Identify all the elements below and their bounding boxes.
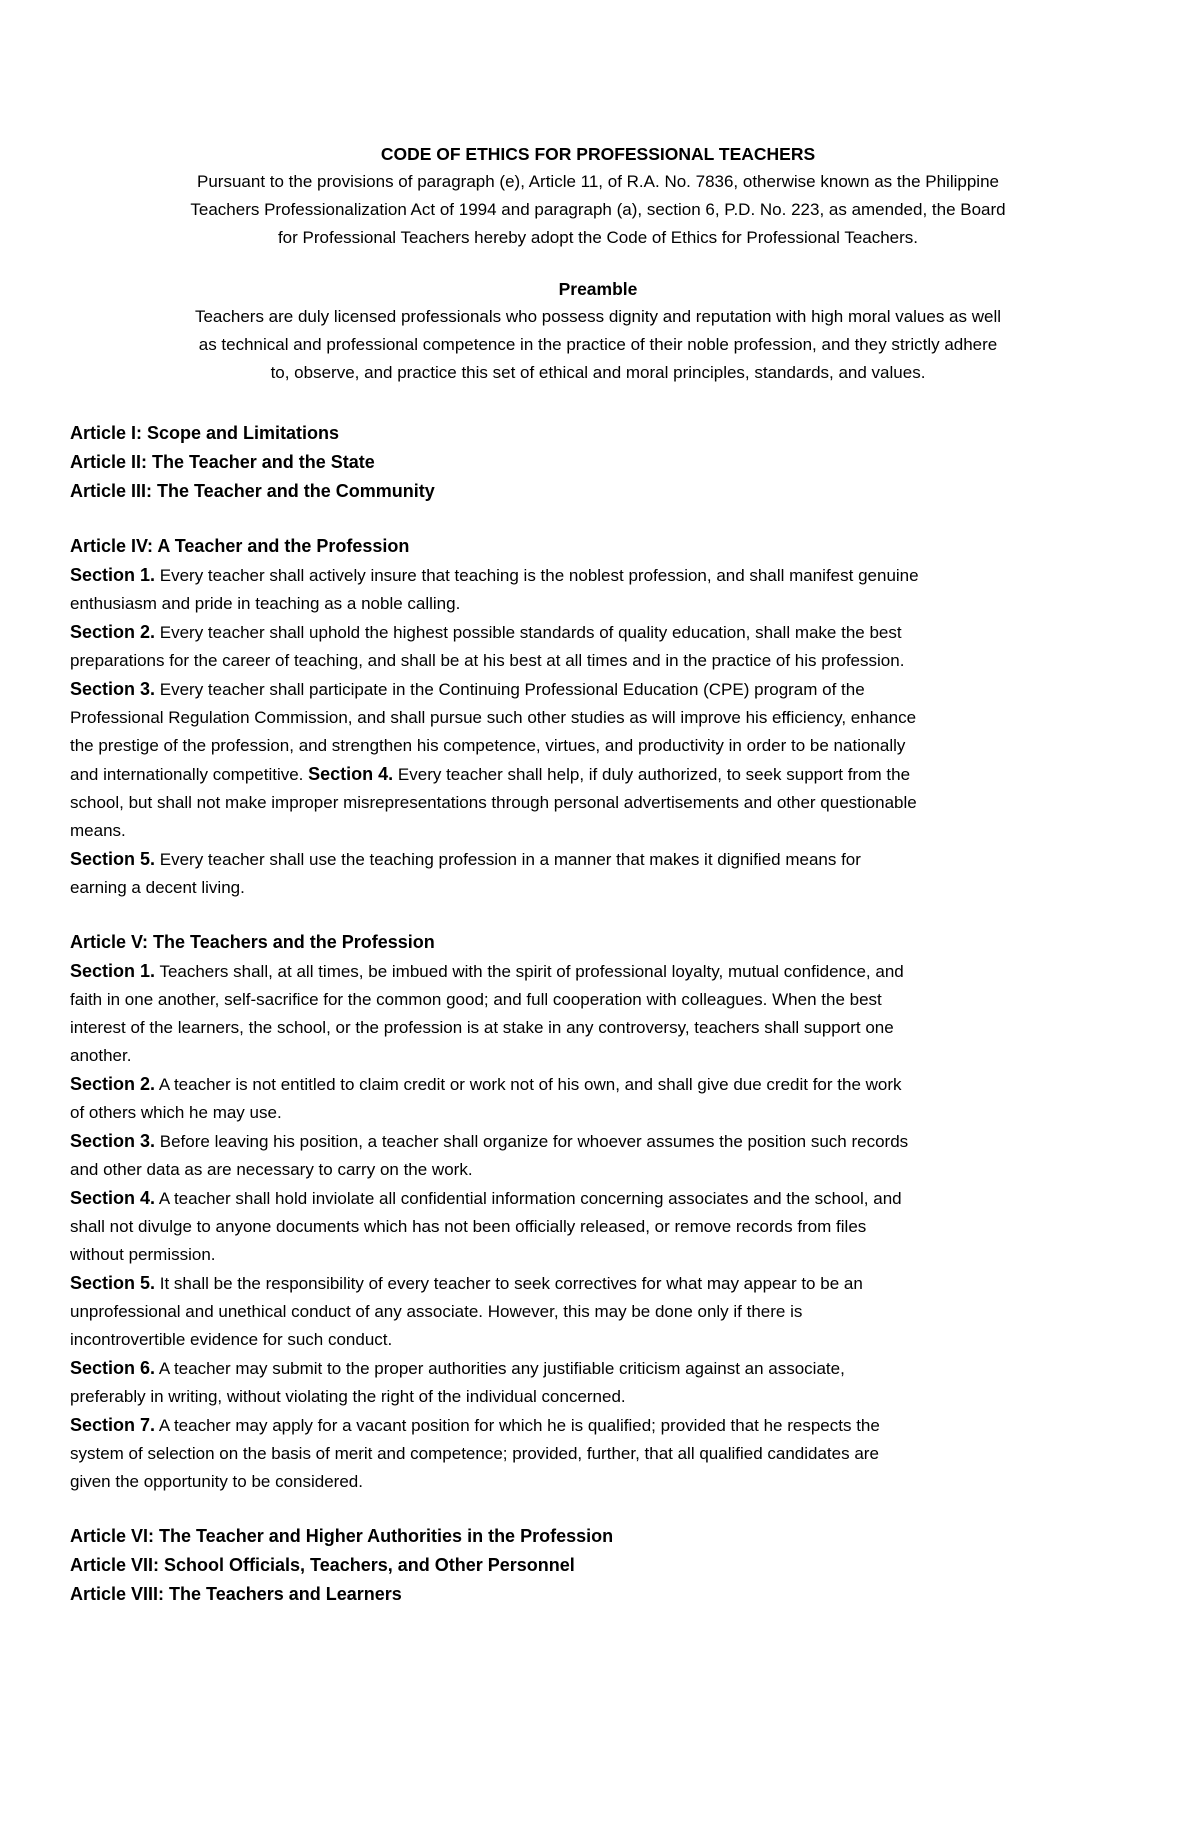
section-text: A teacher may apply for a vacant position for which he is qualified; provided that he respects the system of selection on the basis of merit and competence; provided, further, that all qualified candidates are given the opportunity to be considered.: [70, 1416, 880, 1491]
document-body: [70, 140, 1130, 1609]
section-text: A teacher shall hold inviolate all confidential information concerning associates and the school, and shall not divulge to anyone documents which has not been officially released, or remove records from files without permission.: [70, 1189, 902, 1264]
section-text: A teacher is not entitled to claim credit or work not of his own, and shall give due credit for the work of others which he may use.: [70, 1075, 902, 1122]
article-vi-heading: Article VI: The Teacher and Higher Authorities in the Profession: [70, 1526, 614, 1546]
article-iv-section-1: [70, 561, 920, 618]
section-label: Section 5.: [70, 849, 156, 869]
article-list-top: [70, 419, 1130, 506]
article-v: [70, 928, 1130, 1496]
preamble-heading: Preamble: [558, 279, 638, 299]
section-text: Every teacher shall participate in the Continuing Professional Education (CPE) program of the Professional Regulation Commission, and shall pursue such other studies as will improve his efficiency, enhance the prestige of the profession, and strengthen his competence, virtues, and productivity in order to be nationally and internationally competitive.: [70, 680, 917, 784]
section-label: Section 2.: [70, 622, 156, 642]
section-label: Section 3.: [70, 679, 156, 699]
section-label: Section 6.: [70, 1358, 156, 1378]
article-v-section-1: [70, 957, 920, 1070]
section-text: Every teacher shall actively insure that teaching is the noblest profession, and shall manifest genuine enthusiasm and pride in teaching as a noble calling.: [70, 566, 919, 613]
article-ii-heading: Article II: The Teacher and the State: [70, 452, 375, 472]
article-v-section-7: [70, 1411, 920, 1496]
section-label: Section 7.: [70, 1415, 156, 1435]
article-v-section-4: [70, 1184, 920, 1269]
article-i-heading: Article I: Scope and Limitations: [70, 423, 340, 443]
section-label: Section 2.: [70, 1074, 156, 1094]
document-title: CODE OF ETHICS FOR PROFESSIONAL TEACHERS: [380, 144, 816, 164]
section-label: Section 4.: [308, 764, 394, 784]
article-iii-heading: Article III: The Teacher and the Community: [70, 481, 435, 501]
section-label: Section 1.: [70, 565, 156, 585]
section-text: A teacher may submit to the proper authorities any justifiable criticism against an associate, preferably in writing, without violating the right of the individual concerned.: [70, 1359, 845, 1406]
article-vii-heading: Article VII: School Officials, Teachers, and Other Personnel: [70, 1555, 575, 1575]
section-text: Teachers shall, at all times, be imbued with the spirit of professional loyalty, mutual confidence, and faith in one another, self-sacrifice for the common good; and full cooperation with colleagues. When the best interest of the learners, the school, or the profession is at stake in any controversy, teachers shall support one another.: [70, 962, 904, 1065]
section-label: Section 1.: [70, 961, 156, 981]
article-iv-section-5: [70, 845, 920, 902]
section-label: Section 3.: [70, 1131, 156, 1151]
section-text: Every teacher shall uphold the highest possible standards of quality education, shall make the best preparations for the career of teaching, and shall be at his best at all times and in the practice of his profession.: [70, 623, 905, 670]
section-text: Every teacher shall help, if duly authorized, to seek support from the school, but shall not make improper misrepresentations through personal advertisements and other questionable means.: [70, 765, 917, 840]
article-v-section-3: [70, 1127, 920, 1184]
article-v-heading: Article V: The Teachers and the Profession: [70, 932, 435, 952]
article-viii-heading: Article VIII: The Teachers and Learners: [70, 1584, 402, 1604]
article-iv-section-2: [70, 618, 920, 675]
article-v-section-2: [70, 1070, 920, 1127]
article-iv-heading: Article IV: A Teacher and the Profession: [70, 536, 410, 556]
intro-paragraph: Pursuant to the provisions of paragraph (e), Article 11, of R.A. No. 7836, otherwise known as the Philippine Teachers Professionalization Act of 1994 and paragraph (a), section 6, P.D. No. 223, as amended, the Board for Professional Teachers hereby adopt the Code of Ethics for Professional Teachers.: [190, 172, 1006, 247]
preamble-paragraph: Teachers are duly licensed professionals who possess dignity and reputation with high moral values as well as technical and professional competence in the practice of their noble profession, and they strictly adhere to, observe, and practice this set of ethical and moral principles, standards, and values.: [194, 307, 1002, 382]
section-text: Every teacher shall use the teaching profession in a manner that makes it dignified means for earning a decent living.: [70, 850, 861, 897]
article-list-bottom: [70, 1522, 1130, 1609]
section-label: Section 4.: [70, 1188, 156, 1208]
article-iv-section-3-4: [70, 675, 920, 845]
section-label: Section 5.: [70, 1273, 156, 1293]
section-text: It shall be the responsibility of every teacher to seek correctives for what may appear to be an unprofessional and unethical conduct of any associate. However, this may be done only if there is incontrovertible evidence for such conduct.: [70, 1274, 863, 1349]
article-v-section-6: [70, 1354, 920, 1411]
section-text: Before leaving his position, a teacher shall organize for whoever assumes the position such records and other data as are necessary to carry on the work.: [70, 1132, 909, 1179]
article-iv: [70, 532, 1130, 902]
article-v-section-5: [70, 1269, 920, 1354]
